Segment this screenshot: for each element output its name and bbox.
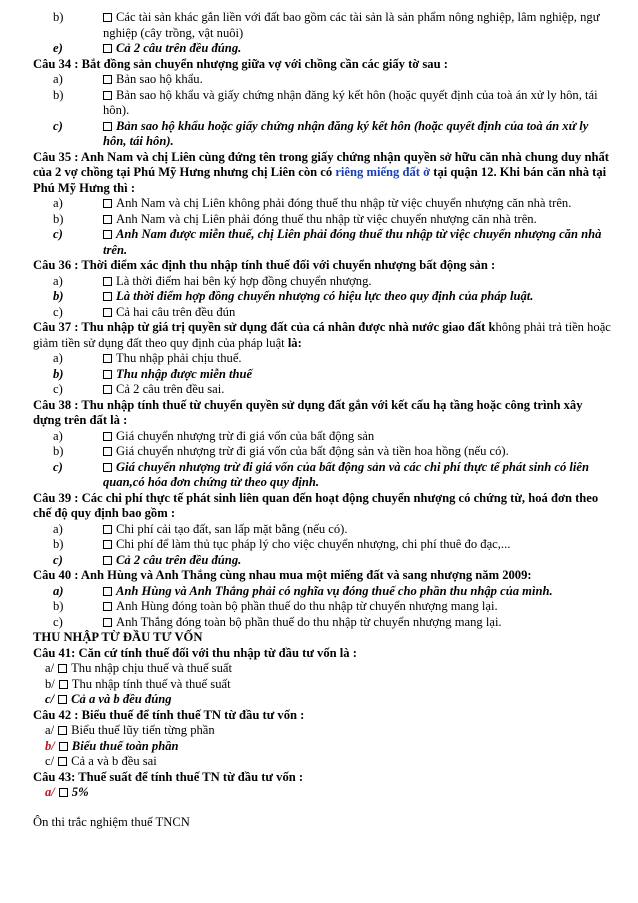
option-label: a/ [45, 661, 55, 675]
option-content: Cả 2 câu trên đều đúng. [116, 552, 242, 567]
option-text [103, 599, 611, 615]
answer-option [33, 367, 611, 383]
option-text [59, 785, 611, 801]
option-text [58, 754, 611, 770]
checkbox-icon [103, 525, 112, 534]
option-text [103, 382, 611, 398]
option-label: a/ [45, 723, 55, 737]
option-text [103, 367, 611, 383]
option-label: b) [53, 87, 64, 102]
checkbox-icon [103, 308, 112, 317]
checkbox-icon [103, 354, 112, 363]
answer-option [33, 584, 611, 600]
option-label: c) [53, 304, 63, 319]
question-part: Câu 35 : Anh Nam và chị Liên cùng đứng tên trong giấy chứng nhận quyền sở hữu căn nhà chung duy nhất của 2 vợ chồng tại Phú Mỹ Hưng nhưng chị Liên còn có [33, 149, 610, 179]
option-content: Cả a và b đều đúng [71, 692, 172, 706]
answer-option [33, 305, 611, 321]
question-part: hông phải trả tiền hoặc giảm tiền sử dụng đất theo quy định của pháp luật [33, 320, 611, 350]
checkbox-icon [59, 742, 68, 751]
answer-option [33, 227, 611, 258]
question-part: Câu 37 : Thu nhập từ giá trị quyền sử dụng đất của cá nhân được nhà nước giao đất k [33, 320, 496, 334]
question-text: Câu 43: Thuế suất để tính thuế TN từ đầu tư vốn : [33, 769, 304, 784]
checkbox-icon [103, 587, 112, 596]
option-content: Giá chuyển nhượng trừ đi giá vốn của bất động sản và các chi phí thực tế phát sinh có liên quan,có hóa đơn chứng từ theo quy định. [103, 459, 590, 489]
option-content: 5% [71, 785, 89, 799]
option-content: Anh Hùng và Anh Thắng phải có nghĩa vụ đóng thuế cho phần thu nhập của mình. [116, 583, 553, 598]
option-text [103, 460, 611, 491]
checkbox-icon [59, 788, 68, 797]
option-text [103, 10, 611, 41]
option-content: Giá chuyển nhượng trừ đi giá vốn của bất động sản và tiền hoa hồng (nếu có). [116, 444, 509, 458]
option-content: Thu nhập phải chịu thuế. [116, 351, 242, 365]
answer-option [33, 429, 611, 445]
checkbox-icon [58, 664, 67, 673]
checkbox-icon [103, 215, 112, 224]
option-text [58, 692, 611, 708]
question-text: Câu 40 : Anh Hùng và Anh Thắng cùng nhau mua một miếng đất và sang nhượng năm 2009: [33, 568, 532, 582]
option-text [103, 274, 611, 290]
checkbox-icon [103, 447, 112, 456]
option-label: b/ [45, 738, 55, 753]
checkbox-icon [103, 122, 112, 131]
answer-option [33, 460, 611, 491]
option-text [103, 305, 611, 321]
option-label: a) [53, 273, 63, 288]
option-content: Cả a và b đều sai [71, 754, 157, 768]
option-content: Anh Thắng đóng toàn bộ phần thuế do thu nhập từ chuyển nhượng mang lại. [116, 614, 502, 629]
option-content: Biểu thuế toàn phần [71, 738, 179, 753]
answer-option [33, 754, 611, 770]
checkbox-icon [103, 199, 112, 208]
answer-option [33, 351, 611, 367]
checkbox-icon [58, 695, 67, 704]
option-text [103, 615, 611, 631]
question-part: là: [287, 335, 302, 350]
option-text [103, 429, 611, 445]
option-content: Anh Nam và chị Liên phải đóng thuế thu nhập từ việc chuyển nhượng căn nhà trên. [116, 211, 537, 226]
checkbox-icon [103, 277, 112, 286]
option-label: a) [53, 521, 63, 536]
question-text [33, 320, 611, 351]
checkbox-icon [58, 726, 67, 735]
option-text [58, 723, 611, 739]
answer-option [33, 615, 611, 631]
option-label: c/ [45, 754, 55, 768]
highlight-phrase: riêng miếng đất ở [335, 165, 431, 179]
answer-option [33, 537, 611, 553]
option-label: a) [53, 428, 63, 443]
answer-option [33, 212, 611, 228]
question-text: Câu 41: Căn cứ tính thuế đối với thu nhập từ đầu tư vốn là : [33, 645, 357, 660]
option-content: Anh Nam được miễn thuế, chị Liên phải đóng thuế thu nhập từ việc chuyển nhượng căn nhà trên. [103, 227, 602, 257]
checkbox-icon [103, 432, 112, 441]
answer-option [33, 88, 611, 119]
page-footer: Ôn thi trắc nghiệm thuế TNCN [33, 814, 190, 829]
option-content: Là thời điểm hợp đồng chuyển nhượng có hiệu lực theo quy định của pháp luật. [116, 289, 534, 303]
section-heading: THU NHẬP TỪ ĐẦU TƯ VỐN [33, 630, 203, 644]
checkbox-icon [103, 385, 112, 394]
option-content: Cả hai câu trên đều đún [116, 304, 236, 319]
option-content: Bản sao hộ khẩu. [116, 72, 203, 86]
checkbox-icon [103, 463, 112, 472]
question-text: Câu 34 : Bắt đồng sản chuyển nhượng giữa vợ với chồng cần các giấy tờ sau : [33, 56, 448, 71]
option-label: c) [53, 382, 63, 396]
checkbox-icon [103, 292, 112, 301]
option-content: Bản sao hộ khẩu hoặc giấy chứng nhận đăng ký kết hôn (hoặc quyết định của toà án xử ly hôn, tái hôn). [103, 118, 589, 148]
option-content: Là thời điểm hai bên ký hợp đồng chuyển nhượng. [116, 273, 372, 288]
option-content: Anh Nam và chị Liên không phải đóng thuế thu nhập từ việc chuyển nhượng căn nhà trên. [116, 196, 572, 210]
checkbox-icon [103, 602, 112, 611]
answer-option [33, 599, 611, 615]
option-label: b/ [45, 676, 55, 691]
option-text [103, 289, 611, 305]
option-content: Chi phí để làm thủ tục pháp lý cho việc chuyển nhượng, chi phí thuê đo đạc,... [116, 537, 511, 551]
option-text [58, 661, 611, 677]
option-content: Thu nhập tính thuế và thuế suất [71, 676, 231, 691]
option-label: a) [53, 196, 63, 210]
option-label: b) [53, 444, 64, 458]
option-label: a) [53, 72, 63, 86]
option-content: Thu nhập chịu thuế và thuế suất [71, 661, 232, 675]
option-label: a) [53, 351, 63, 365]
question-text: Câu 39 : Các chi phí thực tế phát sinh liên quan đến hoạt động chuyển nhượng có chứng từ, hoá đơn theo chế độ quy định bao gồm : [33, 490, 599, 520]
option-text [103, 212, 611, 228]
option-text [103, 227, 611, 258]
option-label: b) [53, 289, 64, 303]
option-text [103, 553, 611, 569]
option-content: Thu nhập được miễn thuế [116, 366, 253, 381]
answer-option [33, 72, 611, 88]
option-text [59, 739, 611, 755]
option-text [103, 72, 611, 88]
answer-option [33, 677, 611, 693]
answer-option [33, 119, 611, 150]
answer-option [33, 444, 611, 460]
option-content: Cả 2 câu trên đều sai. [116, 382, 225, 396]
checkbox-icon [59, 680, 68, 689]
option-text [103, 522, 611, 538]
answer-option [33, 553, 611, 569]
option-label: c) [53, 459, 63, 474]
option-label: a/ [45, 785, 55, 799]
checkbox-icon [103, 75, 112, 84]
answer-option [33, 41, 611, 57]
document-body [33, 10, 611, 830]
answer-option [33, 692, 611, 708]
option-label: b) [53, 599, 64, 613]
option-text [103, 88, 611, 119]
checkbox-icon [103, 556, 112, 565]
option-label: c) [53, 552, 63, 567]
option-label: b) [53, 10, 64, 24]
checkbox-icon [103, 230, 112, 239]
option-text [103, 41, 611, 57]
option-content: Cả 2 câu trên đều đúng. [116, 41, 242, 55]
option-text [103, 196, 611, 212]
option-text [59, 677, 611, 693]
checkbox-icon [58, 757, 67, 766]
answer-option [33, 289, 611, 305]
option-label: b) [53, 366, 64, 381]
checkbox-icon [103, 13, 112, 22]
answer-option [33, 723, 611, 739]
option-label: b) [53, 211, 64, 226]
answer-option [33, 382, 611, 398]
option-label: c/ [45, 692, 55, 706]
option-text [103, 444, 611, 460]
answer-option [33, 739, 611, 755]
option-content: Biểu thuế lũy tiến từng phần [71, 723, 215, 737]
checkbox-icon [103, 44, 112, 53]
answer-option [33, 522, 611, 538]
option-content: Anh Hùng đóng toàn bộ phần thuế do thu nhập từ chuyển nhượng mang lại. [116, 599, 498, 613]
checkbox-icon [103, 91, 112, 100]
answer-option [33, 785, 611, 801]
option-content: Giá chuyển nhượng trừ đi giá vốn của bất động sản [116, 428, 375, 443]
option-label: b) [53, 537, 64, 551]
option-label: c) [53, 614, 63, 629]
option-text [103, 584, 611, 600]
option-content: Chi phí cải tạo đất, san lấp mặt bằng (nếu có). [116, 521, 348, 536]
option-content: Bản sao hộ khẩu và giấy chứng nhận đăng ký kết hôn (hoặc quyết định của toà án xử ly hôn, tái hôn). [103, 87, 598, 117]
option-text [103, 119, 611, 150]
option-label: e) [53, 41, 63, 55]
option-label: c) [53, 118, 63, 133]
answer-option [33, 274, 611, 290]
option-label: a) [53, 583, 64, 598]
option-text [103, 537, 611, 553]
option-label: c) [53, 227, 63, 241]
question-text: Câu 36 : Thời điểm xác định thu nhập tính thuế đối với chuyển nhượng bất động sản : [33, 258, 496, 272]
option-content: Các tài sản khác gắn liền với đất bao gồm các tài sản là sản phẩm nông nghiệp, lâm nghiệp, ngư nghiệp (cây trồng, vật nuôi) [103, 10, 600, 40]
question-text [33, 150, 611, 197]
option-text [103, 351, 611, 367]
checkbox-icon [103, 540, 112, 549]
question-part: tại quận 12. Khi bán căn nhà tại Phú Mỹ Hưng thì : [33, 165, 607, 195]
checkbox-icon [103, 618, 112, 627]
answer-option [33, 10, 611, 41]
question-text: Câu 42 : Biểu thuế để tính thuế TN từ đầu tư vốn : [33, 707, 305, 722]
answer-option [33, 196, 611, 212]
checkbox-icon [103, 370, 112, 379]
answer-option [33, 661, 611, 677]
question-text: Câu 38 : Thu nhập tính thuế từ chuyển quyền sử dụng đất gắn với kết cấu hạ tầng hoặc công trình xây dựng trên đất là : [33, 397, 583, 427]
